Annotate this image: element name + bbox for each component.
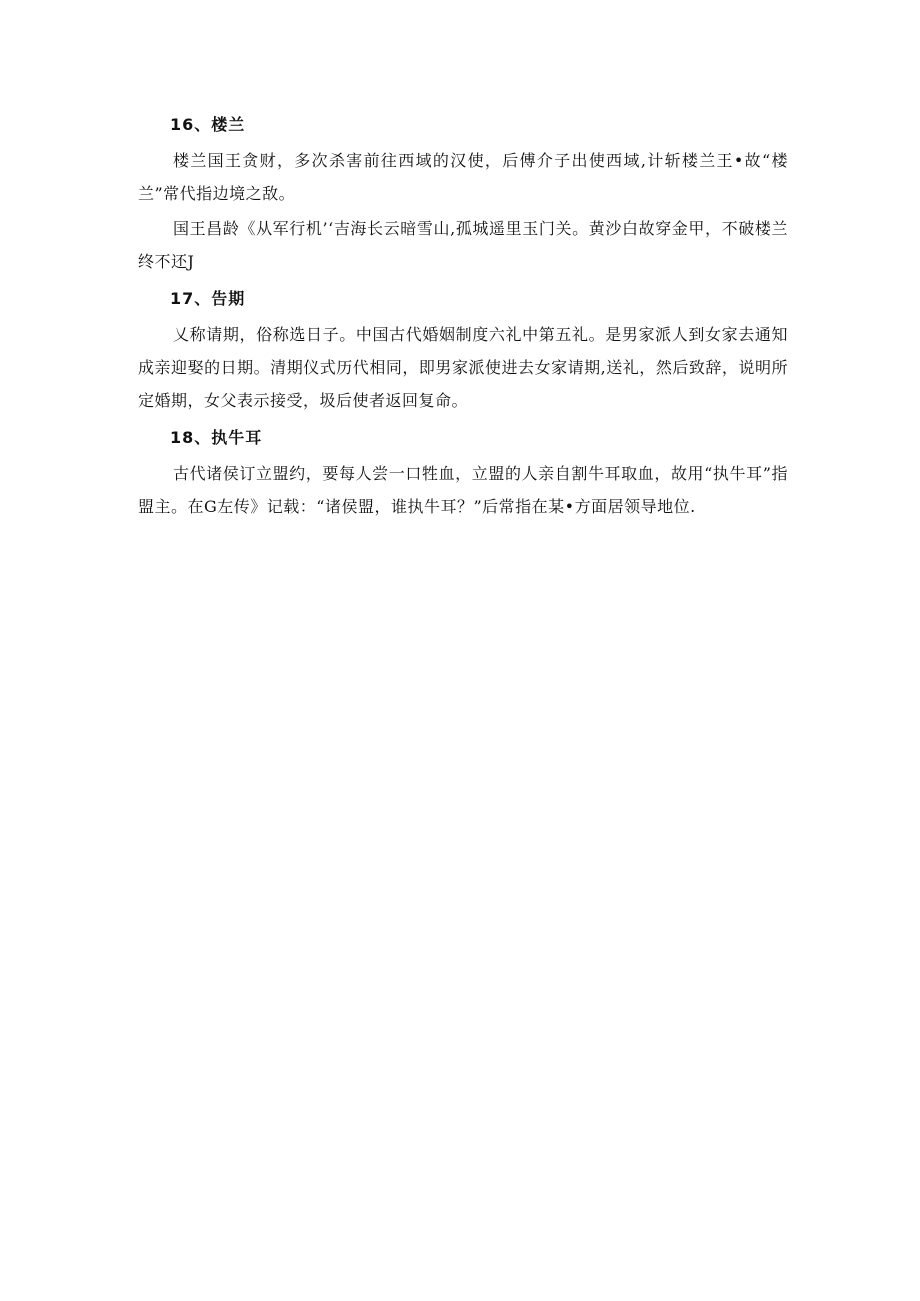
section-gaoqi — [138, 280, 788, 417]
paragraph: 楼兰国王贪财，多次杀害前往西域的汉使，后傅介子出使西域,计斩楼兰王•故“楼兰”常代指边境之敌。 — [138, 151, 788, 203]
paragraph: 国王昌龄《从军行机’‘吉海长云暗雪山,孤城遥里玉门关。黄沙白故穿金甲，不破楼兰终不还J — [138, 219, 788, 271]
section-heading: 18、执牛耳 — [170, 428, 263, 447]
section-loulan — [138, 106, 788, 278]
section-heading: 16、楼兰 — [170, 115, 246, 134]
section-heading: 17、告期 — [170, 289, 246, 308]
section-zhiniuer — [138, 419, 788, 523]
paragraph: 乂称请期，俗称选日子。中国古代婚姻制度六礼中第五礼。是男家派人到女家去通知成亲迎娶的日期。清期仪式历代相同，即男家派使进去女家请期,送礼，然后致辞，说明所定婚期，女父表示接受，圾后使者返回复命。 — [138, 325, 788, 410]
paragraph: 古代诸侯订立盟约，要每人尝一口牲血，立盟的人亲自割牛耳取血，故用“执牛耳”指盟主。在G左传》记载：“诸侯盟，谁执牛耳？”后常指在某•方面居领导地位. — [138, 464, 788, 516]
document-page — [138, 106, 788, 525]
